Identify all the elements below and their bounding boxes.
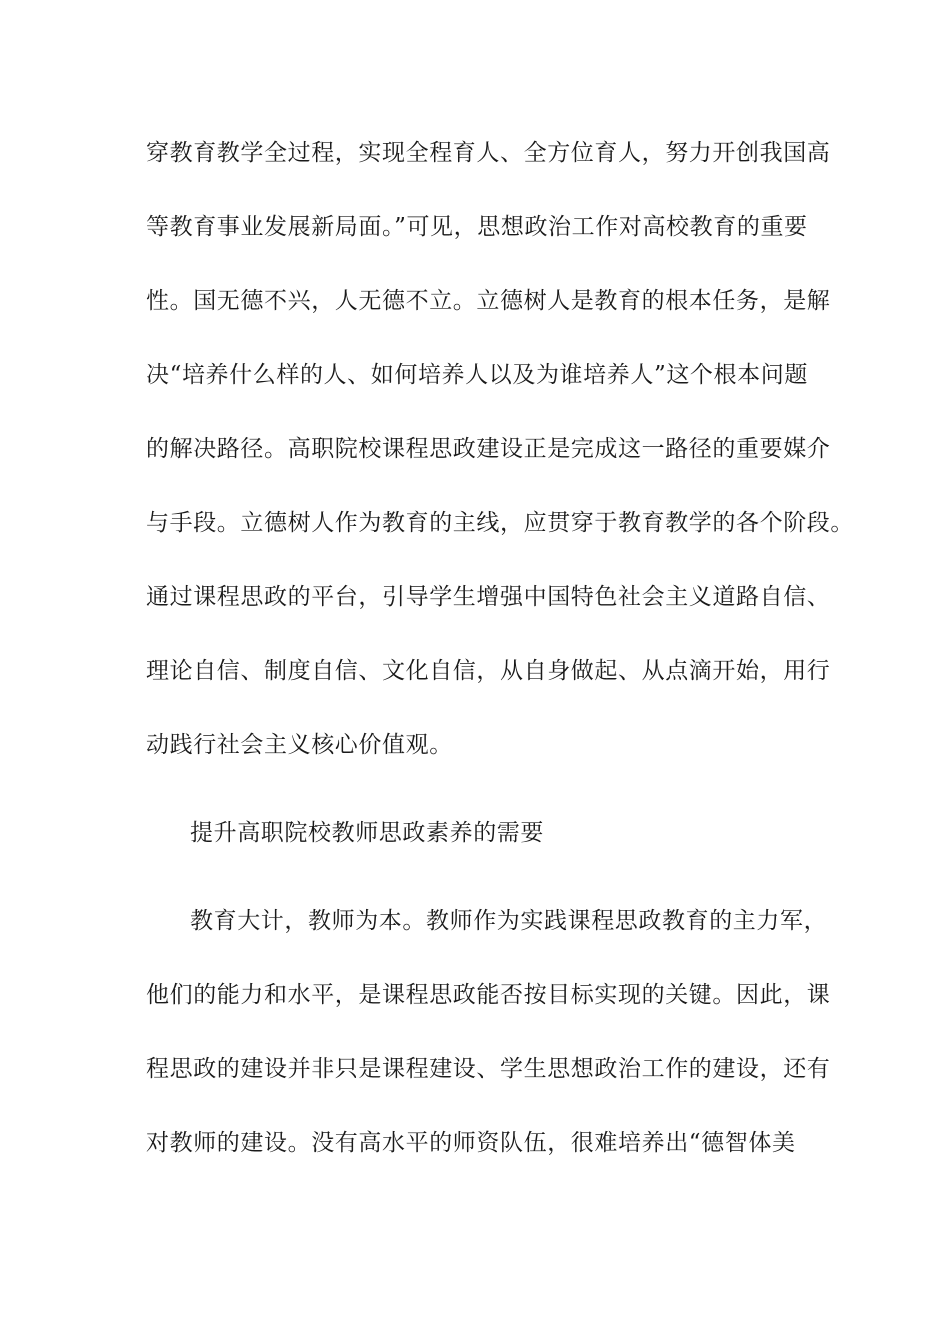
paragraph-1-line-8: 理论自信、制度自信、文化自信，从自身做起、从点滴开始，用行 xyxy=(146,658,831,684)
paragraph-1-line-4: 决“培养什么样的人、如何培养人以及为谁培养人”这个根本问题 xyxy=(146,362,808,388)
paragraph-2-line-4: 对教师的建设。没有高水平的师资队伍，很难培养出“德智体美 xyxy=(146,1130,796,1156)
paragraph-1-line-7: 通过课程思政的平台，引导学生增强中国特色社会主义道路自信、 xyxy=(146,584,831,610)
paragraph-1-line-1: 穿教育教学全过程，实现全程育人、全方位育人，努力开创我国高 xyxy=(146,140,831,166)
paragraph-2-line-3: 程思政的建设并非只是课程建设、学生思想政治工作的建设，还有 xyxy=(146,1056,831,1082)
paragraph-1-line-6: 与手段。立德树人作为教育的主线，应贯穿于教育教学的各个阶段。 xyxy=(146,510,854,536)
paragraph-1-line-2: 等教育事业发展新局面。”可见，思想政治工作对高校教育的重要 xyxy=(146,214,808,240)
paragraph-1-line-3: 性。国无德不兴，人无德不立。立德树人是教育的根本任务，是解 xyxy=(146,288,831,314)
paragraph-1-line-5: 的解决路径。高职院校课程思政建设正是完成这一路径的重要媒介 xyxy=(146,436,831,462)
paragraph-2-line-2: 他们的能力和水平，是课程思政能否按目标实现的关键。因此，课 xyxy=(146,982,831,1008)
paragraph-2-line-1: 教育大计，教师为本。教师作为实践课程思政教育的主力军， xyxy=(190,908,828,934)
section-heading: 提升高职院校教师思政素养的需要 xyxy=(190,820,544,846)
paragraph-1-line-9: 动践行社会主义核心价值观。 xyxy=(146,732,453,758)
